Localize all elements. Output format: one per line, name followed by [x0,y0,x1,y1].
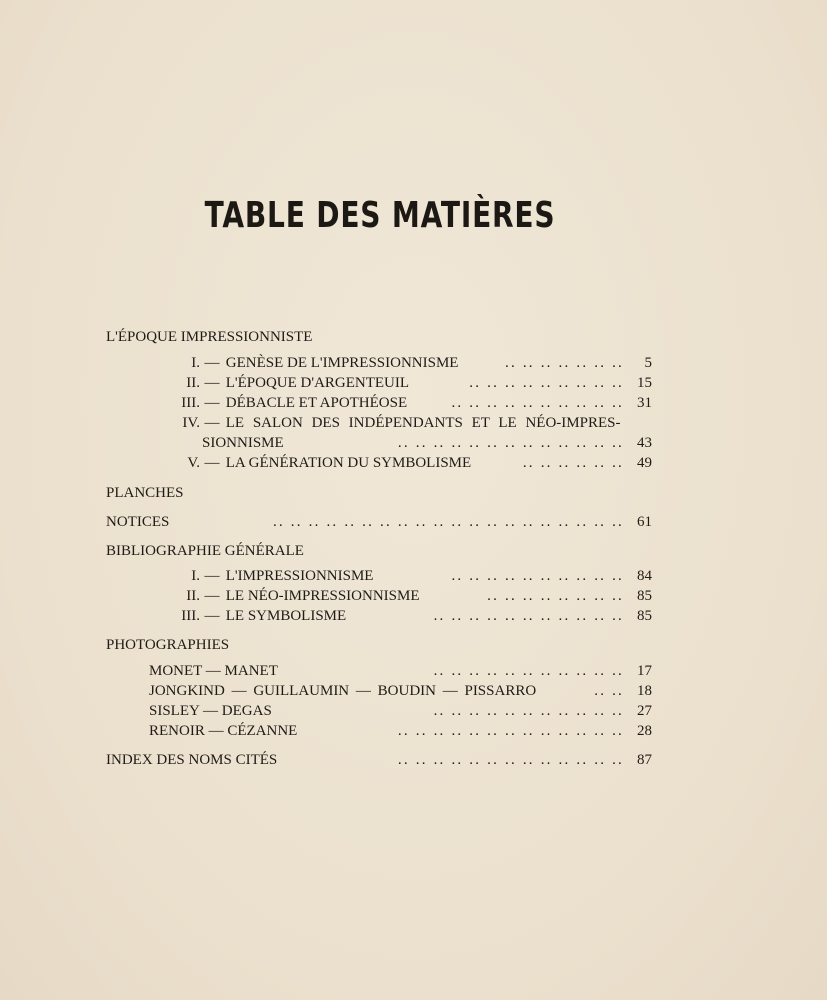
section-heading [106,512,652,532]
page-number: 31 [637,395,652,411]
section-heading [106,483,652,503]
page-number: 27 [637,703,652,719]
chapter-number: III. [181,608,200,624]
chapter-number: I. [191,568,200,584]
page-number: 5 [644,355,652,371]
toc-entry [106,453,652,473]
leader-dots: .. .. .. .. .. .. .. .. .. .. .. .. .. [397,752,624,768]
dash: — [204,375,220,391]
page-number: 17 [637,663,652,679]
leader-dots: .. .. [594,683,624,699]
section-heading [106,327,652,347]
chapter-title-continued: SIONNISME [202,435,284,451]
photo-title: JONGKIND — GUILLAUMIN — BOUDIN — PISSARRO [149,683,537,699]
toc-entry [106,586,652,606]
dash: — [204,455,220,471]
leader-dots: .. .. .. .. .. .. .. .. .. .. .. [433,703,624,719]
toc-entry [106,566,652,586]
leader-dots: .. .. .. .. .. .. .. .. [487,588,624,604]
page-title: TABLE DES MATIÈRES [204,195,556,236]
dash: — [204,608,220,624]
bibliography-title: L'IMPRESSIONNISME [225,568,374,584]
dash: — [204,395,220,411]
leader-dots: .. .. .. .. .. .. .. .. .. .. [451,395,624,411]
section-label: PLANCHES [106,485,184,501]
toc-entry-continuation [106,433,652,453]
chapter-title: LA GÉNÉRATION DU SYMBOLISME [225,455,472,471]
dash: — [204,415,220,431]
page-number: 85 [637,608,652,624]
toc-entry [106,721,652,741]
page-number: 49 [637,455,652,471]
leader-dots: .. .. .. .. .. .. .. .. .. .. .. .. .. .. .. .. .. .. .. .. [272,514,624,530]
chapter-number: IV. [182,415,200,431]
leader-dots: .. .. .. .. .. .. .. .. .. .. .. [433,663,624,679]
toc-entry [106,701,652,721]
leader-dots: .. .. .. .. .. .. .. .. .. .. .. .. .. [397,435,624,451]
section-heading [106,635,652,655]
chapter-title: LE SALON DES INDÉPENDANTS ET LE NÉO-IMPRES- [225,415,621,431]
dash: — [204,568,220,584]
section-heading [106,541,652,561]
dash: — [204,355,220,371]
leader-dots: .. .. .. .. .. .. .. .. .. [469,375,624,391]
leader-dots: .. .. .. .. .. .. [522,455,624,471]
dash: — [204,588,220,604]
toc-entry [106,681,652,701]
page-number: 61 [637,514,652,530]
chapter-number: V. [187,455,200,471]
section-label: PHOTOGRAPHIES [106,637,230,653]
section-label: L'ÉPOQUE IMPRESSIONNISTE [106,329,313,345]
bibliography-title: LE SYMBOLISME [225,608,347,624]
leader-dots: .. .. .. .. .. .. .. .. .. .. [451,568,624,584]
section-label: INDEX DES NOMS CITÉS [106,752,278,768]
chapter-title: DÉBACLE ET APOTHÉOSE [225,395,408,411]
chapter-number: I. [191,355,200,371]
toc-entry [106,393,652,413]
leader-dots: .. .. .. .. .. .. .. .. .. .. .. .. .. [397,723,624,739]
leader-dots: .. .. .. .. .. .. .. [505,355,624,371]
chapter-number: II. [186,588,200,604]
toc-entry [106,413,652,433]
leader-dots: .. .. .. .. .. .. .. .. .. .. .. [433,608,624,624]
page-number: 18 [637,683,652,699]
toc-entry [106,606,652,626]
toc-entry [106,661,652,681]
chapter-number: II. [186,375,200,391]
chapter-number: III. [181,395,200,411]
bibliography-title: LE NÉO-IMPRESSIONNISME [225,588,420,604]
photo-title: RENOIR — CÉZANNE [149,723,298,739]
chapter-title: GENÈSE DE L'IMPRESSIONNISME [225,355,459,371]
chapter-title: L'ÉPOQUE D'ARGENTEUIL [225,375,410,391]
section-label: BIBLIOGRAPHIE GÉNÉRALE [106,543,304,559]
page-number: 85 [637,588,652,604]
toc-entry [106,353,652,373]
section-label: NOTICES [106,514,170,530]
table-of-contents [106,327,652,770]
page-number: 84 [637,568,652,584]
photo-title: SISLEY — DEGAS [149,703,272,719]
section-heading [106,750,652,770]
photo-title: MONET — MANET [149,663,278,679]
page-number: 87 [637,752,652,768]
page-number: 15 [637,375,652,391]
page-number: 43 [637,435,652,451]
page-number: 28 [637,723,652,739]
toc-entry [106,373,652,393]
